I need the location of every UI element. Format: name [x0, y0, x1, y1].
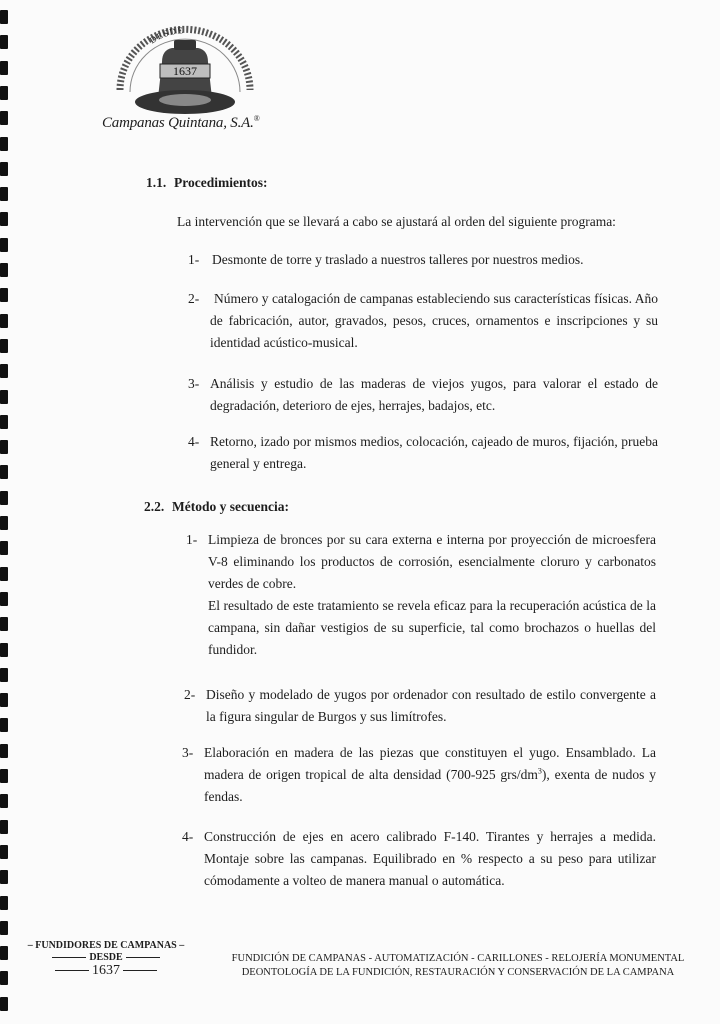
section-heading-procedimientos: 1.1. Procedimientos:: [146, 175, 268, 190]
binding-holes: [0, 10, 10, 1020]
binding-hole: [0, 440, 8, 454]
binding-hole: [0, 415, 8, 429]
binding-hole: [0, 288, 8, 302]
binding-hole: [0, 541, 8, 555]
binding-hole: [0, 314, 8, 328]
binding-hole: [0, 617, 8, 631]
binding-hole: [0, 111, 8, 125]
binding-hole: [0, 238, 8, 252]
binding-hole: [0, 769, 8, 783]
bell-emblem-icon: [100, 20, 270, 120]
binding-hole: [0, 35, 8, 49]
binding-hole: [0, 137, 8, 151]
binding-hole: [0, 390, 8, 404]
binding-hole: [0, 491, 8, 505]
binding-hole: [0, 997, 8, 1011]
binding-hole: [0, 263, 8, 277]
binding-hole: [0, 820, 8, 834]
binding-hole: [0, 339, 8, 353]
binding-hole: [0, 162, 8, 176]
binding-hole: [0, 668, 8, 682]
footer-services: FUNDICIÓN DE CAMPANAS - AUTOMATIZACIÓN - CARILLONES - RELOJERÍA MONUMENTAL DEONTOLOGÍA DE LA FUNDICIÓN, RESTAURACIÓN Y CONSERVACIÓN DE LA CAMPANA: [231, 953, 685, 978]
logo-arc-text: DESDE: [147, 25, 185, 46]
binding-hole: [0, 971, 8, 985]
footer-founders-mark: – FUNDIDORES DE CAMPANAS – DESDE 1637: [27, 940, 185, 978]
binding-hole: [0, 364, 8, 378]
binding-hole: [0, 845, 8, 859]
binding-hole: [0, 187, 8, 201]
binding-hole: [0, 86, 8, 100]
binding-hole: [0, 567, 8, 581]
binding-hole: [0, 10, 8, 24]
binding-hole: [0, 794, 8, 808]
binding-hole: [0, 643, 8, 657]
binding-hole: [0, 921, 8, 935]
section-intro: La intervención que se llevará a cabo se ajustará al orden del siguiente programa:: [177, 214, 616, 229]
binding-hole: [0, 896, 8, 910]
binding-hole: [0, 592, 8, 606]
document-page: DESDE 1637 Campanas Quintana, S.A.® 1.1. Procedimientos: La intervención que se llevará a cabo se ajustará al orden del siguiente programa: 1- Desmonte de torre y traslado a nuestros talleres por nuestros medios. 2- Número y catalogación de campanas estableciendo sus características físicas. Año de fabricación, autor, gravados, pesos, cruces, ornamentos e inscripciones y su identidad acústico-musical. 3- Análisis y estudio de las maderas de viejos yugos, para valorar el estado de degradación, deterioro de ejes, herrajes, badajos, etc. 4- Retorno, izado por mismos medios, colocación, cajeado de muros, fijación, prueba general y entrega. 2.2. Método y secuencia: 1- Limpieza de bronces por su cara externa e interna por proyección de microesfera V-8 eliminando los productos de corrosión, esencialmente cloruro y carbonatos verdes de cobre. El resultado de este tratamiento se revela eficaz para la recuperación acústica de la campana, sin dañar vestigios de su superficie, tal como brochazos o huellas del fundidor. 2- Diseño y modelado de yugos por ordenador con resultado de estilo convergente a la figura singular de Burgos y sus limítrofes. 3- Elaboración en madera de las piezas que constituyen el yugo. Ensamblado. La madera de origen tropical de alta densidad (700-925 grs/$dm^3$), exenta de nudos y fendas. 4- Construcción de ejes en acero calibrado F-140. Tirantes y herrajes a medida. Montaje sobre las campanas. Equilibrado en % respecto a su peso para utilizar cómodamente a volteo de manera manual o automática. – FUNDIDORES DE CAMPANAS – DESDE 1637 FUNDICIÓN DE CAMPANAS - AUTOMATIZACIÓN - CARILLONES - RELOJERÍA MONUMENTAL DEONTOLOGÍA DE LA FUNDICIÓN, RESTAURACIÓN Y CONSERVACIÓN DE LA CAMPANA: [0, 0, 720, 1024]
logo-year: 1637: [173, 64, 197, 78]
binding-hole: [0, 693, 8, 707]
binding-hole: [0, 946, 8, 960]
binding-hole: [0, 516, 8, 530]
section-heading-metodo: 2.2. Método y secuencia:: [144, 499, 289, 514]
binding-hole: [0, 870, 8, 884]
binding-hole: [0, 212, 8, 226]
binding-hole: [0, 718, 8, 732]
binding-hole: [0, 744, 8, 758]
company-name: Campanas Quintana, S.A.®: [102, 114, 260, 131]
company-logo: [100, 20, 270, 130]
binding-hole: [0, 465, 8, 479]
binding-hole: [0, 61, 8, 75]
